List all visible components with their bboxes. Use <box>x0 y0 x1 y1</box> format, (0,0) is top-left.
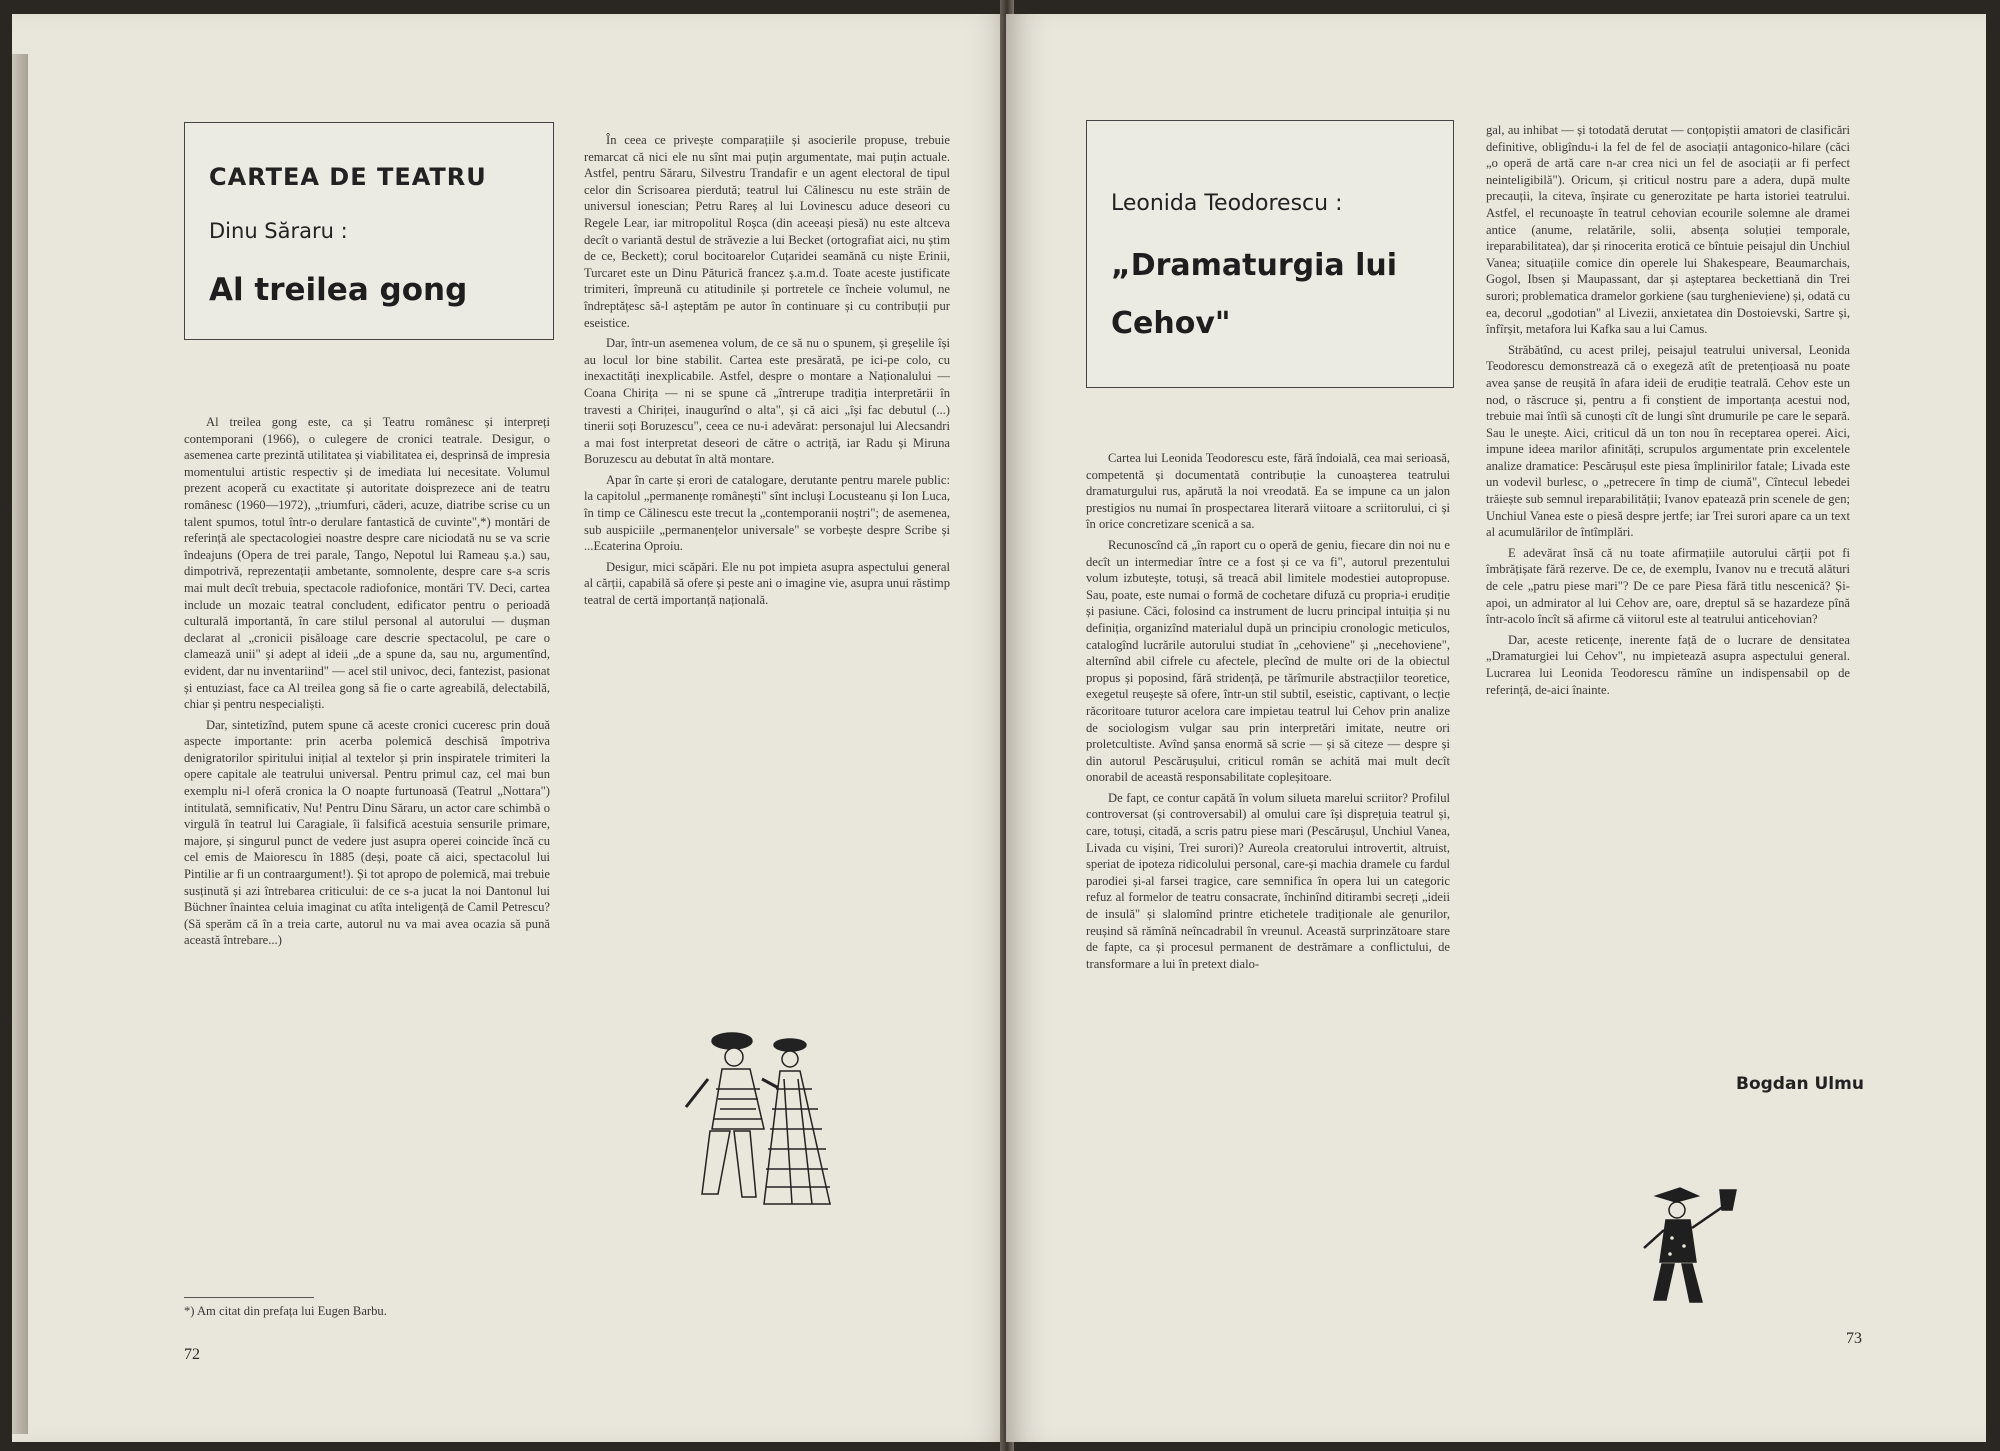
right-page <box>1006 14 1986 1442</box>
paragraph: Cartea lui Leonida Teodorescu este, fără îndoială, cea mai serioasă, competentă și documentată contribuție la cunoașterea teatrului dramaturgului rus, apărută la noi vreodată. Ea se impune ca un jalon prestigios nu numai în prospectarea literară viitoare a scriitorului, ci și în orice concretizare scenică a sa. <box>1086 451 1450 532</box>
paragraph: Desigur, mici scăpări. Ele nu pot impieta asupra aspectului general al cărții, capabilă să ofere și peste ani o imagine vie, asupra unui răstimp teatral de certă importanță națională. <box>584 559 950 608</box>
book-author: Leonida Teodorescu : <box>1111 191 1343 216</box>
left-page <box>12 14 1012 1442</box>
right-column-1 <box>1086 450 1450 976</box>
paragraph: Al treilea gong este, ca și Teatru românesc și interpreți contemporani (1966), o culegere de cronici teatrale. Desigur, o asemenea carte prezintă utilitatea și viabilitatea ei, desprinsă de impresia momentului artistic respectiv și de imediata lui necesitate. Volumul prezent acoperă cu exactitate și autoritate doisprezece ani de teatru românesc (1960—1972), „triumfuri, căderi, acuze, diatribe scrise cu un talent spumos, totul într-o derulare fantastică de cuvinte",*) montări de referință ale spectacologiei noastre despre care niciodată nu se va scrie îndeajuns (Opera de trei parale, Tango, Nepotul lui Rameau ș.a.) sau, dimpotrivă, reprezentații ambetante, somnolente, despre care s-a scris mai mult decît trebuia, spectacole radiofonice, montări TV. Deci, cartea include un mozaic teatral concludent, edificator pentru o perioadă culturală importantă, în care stilul personal al autorului — dușman declarat al „cronicii pisăloage care descrie spectacolul, pe care o clamează unii" și adept al ideii „de a spune da, sau nu, argumentînd, evident, dar nu inventariind" — acel stil univoc, deci, fantezist, pasionat și entuziast, face ca Al treilea gong să fie o carte agreabilă, delectabilă, chiar și pentru nespecialiști. <box>184 415 550 712</box>
paragraph: În ceea ce privește comparațiile și asocierile propuse, trebuie remarcat că nici ele nu sînt mai puțin argumentate, mai puțin actuale. Astfel, pentru Săraru, Silvestru Trandafir e un agent electoral de tipul celor din Scrisoarea pierdută; teatrul lui Călinescu nu este străin de universul ionescian; Petru Rareș al lui Lovinescu aduce deseori cu Regele Lear, iar mitropolitul Roșca (din aceeași piesă) nu este altceva decît o variantă destul de străvezie a lui Becket (ortografiat aici, nu știm de ce, Beckett); corul bocitoarelor Cuțaridei seamănă cu niște Erinii, Turcaret este un Dinu Păturică francez ș.a.m.d. Toate aceste justificate trimiteri, împreună cu atitudinile și portretele ce încheie volumul, ne îndreptățesc să-l așteptăm pe autor în continuare și cu contribuții pur eseistice. <box>584 133 950 330</box>
footnote: *) Am citat din prefața lui Eugen Barbu. <box>184 1304 387 1318</box>
left-title-box <box>184 122 554 340</box>
book-title-line-2: Cehov" <box>1111 306 1231 341</box>
left-column-2 <box>584 132 950 613</box>
page-number: 72 <box>184 1346 200 1363</box>
paragraph: Recunoscînd că „în raport cu o operă de geniu, fiecare din noi nu e decît un intermediar între ce a fost și ce va fi", autorul prezentului volum izbutește, totuși, să treacă abil limitele modestiei autopropuse. Sau, poate, este numai o formă de cochetare difuză cu propria-i erudiție și pasiune. Căci, folosind ca instrument de lucru principal intuiția și nu definiția, organizînd materialul după un principiu cronologic meticulos, catalogînd lucrările autorului studiat în „cehoviene" și „necehoviene", alternînd abil cifrele cu afectele, plecînd de multe ori de la obiectul propus și poposind, fără stridență, pe tărîmurile abstracțiilor teoretice, exegetul reușește să ofere, într-un stil subtil, eseistic, captivant, o lecție răcoritoare tuturor acelora care impietau teatrul lui Cehov prin analize de sociologism vulgar sau prin interpretări imitate, neutre ori proletcultiste. Avînd șansa enormă să scrie — și să citeze — despre și din autorul Pescărușului, criticul român se achită mai mult decît onorabil de această responsabilitate copleșitoare. <box>1086 537 1450 785</box>
right-title-box <box>1086 120 1454 388</box>
binding-edge <box>12 54 28 1434</box>
paragraph: gal, au inhibat — și totodată derutat — conțopiștii amatori de clasificări definitive, obligîndu-i la fel de fel de asociații antagonico-hilare (căci „o operă de artă care n-ar crea nici un fel de asociații ar fi perfect neinteligibilă"). Oricum, și criticul nostru pare a adera, după multe precauții, la citeva, înșirate cu generozitate pe harta istoriei teatrului. Astfel, el recunoaște în teatrul cehovian ecourile solemne ale dramei antice (anume, relatările, solii, absența soluției temporale, ireparabilitatea), dar și rinocerita erotică ce bîntuie peisajul din Unchiul Vanea; situațiile comice din operele lui Shakespeare, Beaumarchais, Gogol, Ibsen și Maupassant, dar și așteptarea beckettiană din Trei surori; problematica dramelor gorkiene (sau turghenieviene) și, odată cu ea, decorul „godotian" al Livezii, anxietatea din Dostoievski, Sartre și, înfîrșit, metafora lui Kafka sau a lui Camus. <box>1486 123 1850 337</box>
book-title-line-1: „Dramaturgia lui <box>1111 248 1398 283</box>
footnote-rule <box>184 1297 314 1298</box>
book-title: Al treilea gong <box>209 272 468 308</box>
right-column-2 <box>1486 122 1850 702</box>
jester-illustration <box>1636 1182 1746 1312</box>
article-signature: Bogdan Ulmu <box>1736 1074 1864 1094</box>
paragraph: Apar în carte și erori de catalogare, derutante pentru marele public: la capitolul „permanențe românești" sînt incluși Locusteanu și Ion Luca, în timp ce Călinescu este trecut la „contemporanii noștri"; de asemenea, sub auspiciile „permanențelor universale" se vorbește despre Scribe și ...Ecaterina Oproiu. <box>584 472 950 554</box>
paragraph: Dar, într-un asemenea volum, de ce să nu o spunem, și greșelile își au locul lor bine stabilit. Cartea este presărată, pe ici-pe colo, cu inexactități inexplicabile. Astfel, despre o montare a Naționalului — Coana Chirița — ni se spune că „întrerupe tradiția interpretării în travesti a Chiriței, inaugurînd o alta", și că aici „își fac debutul (...) tinerii soți Boruzescu", ceea ce nu-i adevărat: personajul lui Alecsandri a mai fost interpretat deseori de către o actriță, iar Radu și Miruna Boruzescu au debutat în altă montare. <box>584 336 950 467</box>
paragraph: Străbătînd, cu acest prilej, peisajul teatrului universal, Leonida Teodorescu demonstrează că o exegeză atît de pretențioasă nu poate avea șanse de reușită în afara ideii de erudiție teatrală. Cehov este un nod, o răscruce și, pentru a fi conștient de importanța acestui nod, trebuie mai întîi să cunoști cît de lungi sînt drumurile pe care le separă. Sau le unește. Aici, criticul dă un ton nou în receptarea operei. Aici, impune ideea marilor afinități, scrupulos argumentate prin excelentele analize dramatice: Pescărușul este piesa împlinirilor fatale; Livada este un vodevil burlesc, o „petrecere în timp de ciumă", Cîntecul lebedei trăiește sub semnul ireparabilității; Ivanov epatează prin scenele de gen; Unchiul Vanea este o piesă despre jertfe; iar Trei surori apare ca un text al acumulărilor de întîmplări. <box>1486 342 1850 540</box>
page-number: 73 <box>1846 1330 1862 1347</box>
section-kicker: CARTEA DE TEATRU <box>209 163 487 191</box>
book-author: Dinu Săraru : <box>209 219 348 243</box>
paragraph: Dar, aceste reticențe, inerente față de o lucrare de densitatea „Dramaturgiei lui Cehov", nu impietează asupra aspectului general. Lucrarea lui Leonida Teodorescu rămîne un indispensabil op de referință, de-aici înainte. <box>1486 632 1850 697</box>
left-column-1 <box>184 414 550 953</box>
paragraph: Dar, sintetizînd, putem spune că aceste cronici cuceresc prin două aspecte importante: prin acerba polemică deschisă împotriva denigratorilor spiritului inițial al textelor și prin inspiratele trimiteri la opere capitale ale teatrului universal. Pentru primul caz, cel mai bun exemplu ni-l oferă cronica la O noapte furtunoasă (Teatrul „Nottara") intitulată, semnificativ, Nu! Pentru Dinu Săraru, un actor care schimbă o virgulă în teatrul lui Caragiale, îi falsifică acestuia sensurile primare, majore, și singurul punct de vedere just asupra operei coincide încă cu cel emis de Maiorescu în 1885 (deși, poate că aici, spectacolul lui Pintilie ar fi un contraargument!). Și tot apropo de polemică, mai trebuie susținută și azi întrebarea criticului: de ce s-a jucat la noi Dantonul lui Büchner înaintea celuia imaginat cu atîta inteligență de Camil Petrescu? (Să sperăm că în a treia carte, autorul nu va mai avea ocazia să pună această întrebare...) <box>184 717 550 948</box>
couple-illustration <box>672 1019 842 1209</box>
paragraph: E adevărat însă că nu toate afirmațiile autorului cărții pot fi îmbrățișate fără rezerve. De ce, de exemplu, Ivanov nu e trecută alături de cele „patru piese mari"? De ce pare Piesa fără titlu nescenică? Și-apoi, un admirator al lui Cehov are, oare, dreptul să se hazardeze pînă într-acolo încît să afirme că viitorul este al teatrului anticehovian? <box>1486 545 1850 627</box>
paragraph: De fapt, ce contur capătă în volum silueta marelui scriitor? Profilul controversat (și controversabil) al omului care își disprețuia teatrul și, care, totuși, citadă, a scris patru piese mari (Pescărușul, Unchiul Vanea, Livada cu vișini, Trei surori)? Aureola creatorului introvertit, altruist, speriat de ipoteza ridicolului personal, care-și machia dramele cu fardul parodiei și-al farsei tragice, care semnifica în opera lui un categoric refuz al formelor de teatru consacrate, închinînd ditirambi secreți „ideii de insulă" și slalomînd printre etichetele tradiționale ale genurilor, reușind să rămînă neîncadrabil în vreunul. Această surprinzătoare stare de fapte, ca și procesul permanent de destrămare a conflictului, de transformare a lui în pretext dialo- <box>1086 790 1450 971</box>
